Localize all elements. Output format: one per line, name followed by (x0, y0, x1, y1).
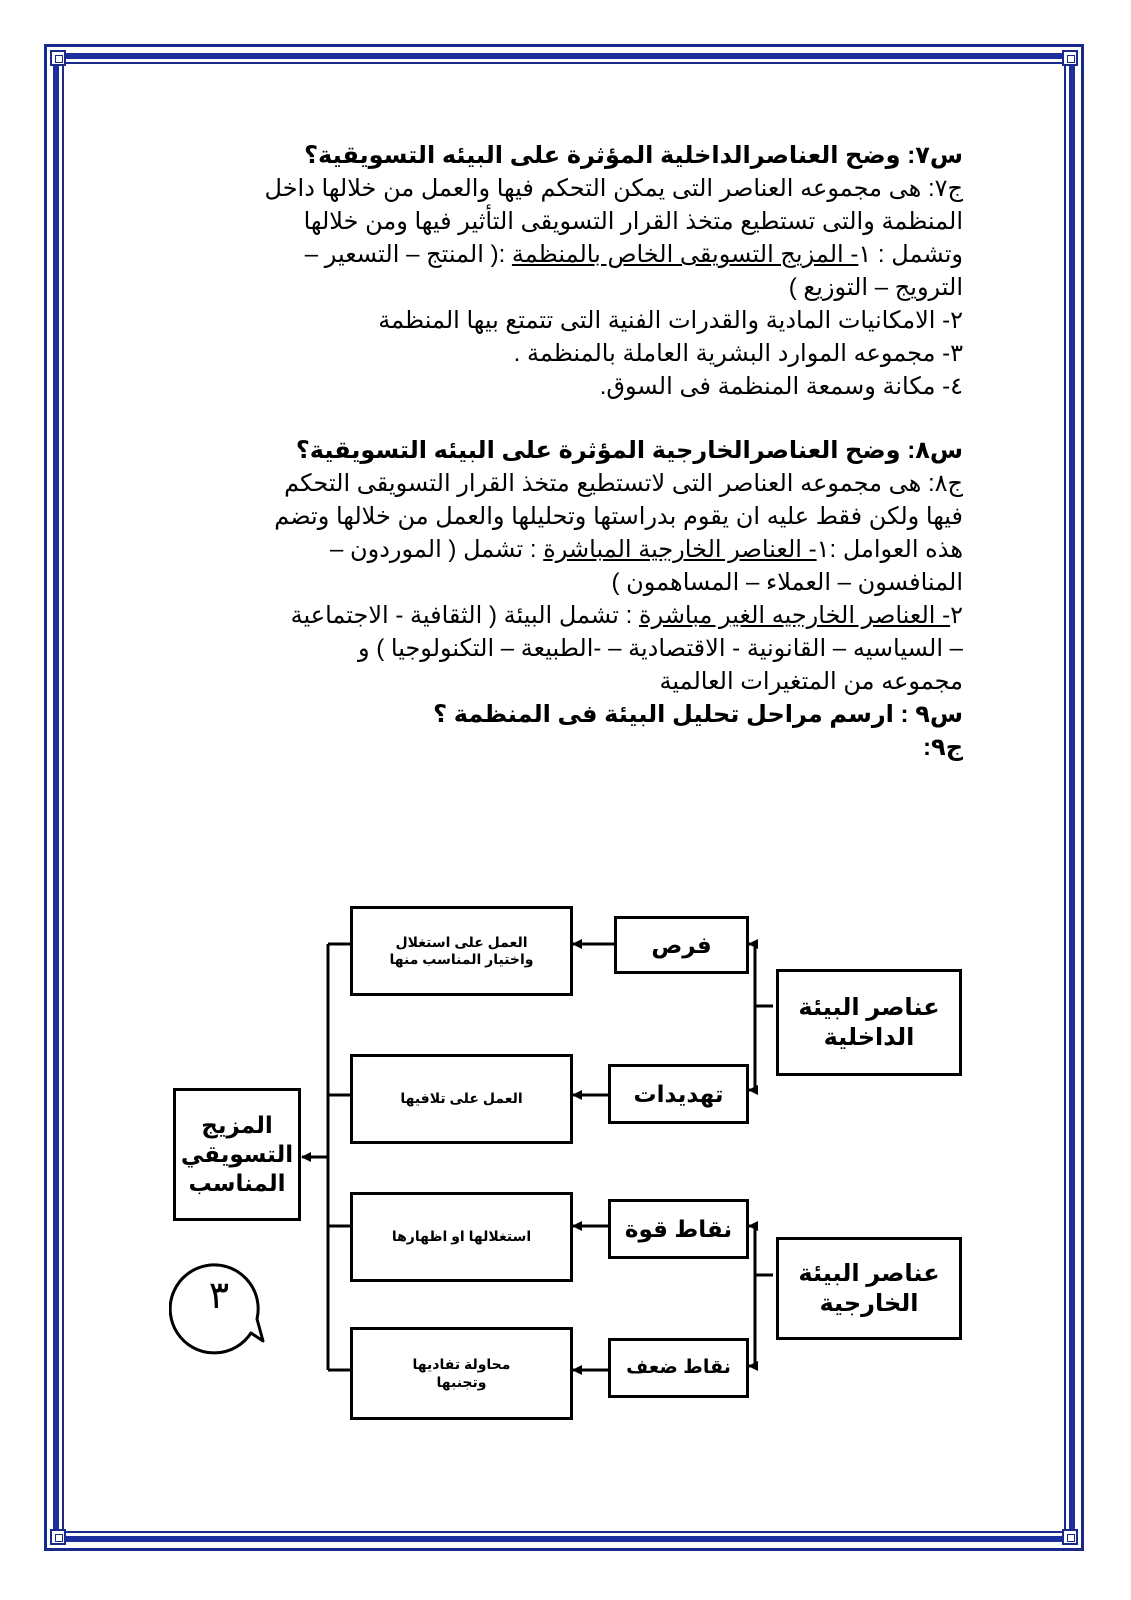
external-environment-box: عناصر البيئة الخارجية (776, 1237, 962, 1340)
answer-8-text: هذه العوامل :١ (816, 536, 963, 563)
indirect-factors-term: - العناصر الخارجيه الغير مباشرة (639, 602, 951, 629)
answer-7-item: ٤- مكانة وسمعة المنظمة فى السوق. (599, 373, 963, 400)
border-corner-ornament (1062, 50, 1078, 66)
strengths-box: نقاط قوة (608, 1199, 749, 1259)
border-corner-ornament (50, 1529, 66, 1545)
answer-7-line: ج٧: هى مجموعه العناصر التى يمكن التحكم فيها والعمل من خلالها داخل (264, 175, 963, 202)
question-8-title: س٨: وضح العناصرالخارجية المؤثرة على البيئه التسويقية؟ (295, 437, 963, 464)
question-9-title: س٩ : ارسم مراحل تحليل البيئة فى المنظمة ؟ (433, 701, 963, 728)
marketing-mix-term: - المزيج التسويقى الخاص بالمنظمة (511, 241, 859, 268)
answer-8-line: ج٨: هى مجموعه العناصر التى لاتستطيع متخذ القرار التسويقى التحكم (284, 470, 963, 497)
border-corner-ornament (50, 50, 66, 66)
answer-8-line: المنافسون – العملاء – المساهمون ) (611, 569, 963, 596)
answer-8-line: – السياسيه – القانونية - الاقتصادية – -الطبيعة – التكنولوجيا ) و (357, 635, 963, 662)
threats-box: تهديدات (608, 1064, 749, 1124)
answer-8-line: فيها ولكن فقط عليه ان يقوم بدراستها وتحليلها والعمل من خلالها وتضم (274, 503, 963, 530)
weaknesses-box: نقاط ضعف (608, 1338, 749, 1398)
answer-8-line (180, 533, 963, 566)
border-corner-ornament (1062, 1529, 1078, 1545)
answer-7-line: المنظمة والتى تستطيع متخذ القرار التسويقى التأثير فيها ومن خلالها (303, 208, 963, 235)
avoid-threats-box: العمل على تلافيها (350, 1054, 573, 1144)
document-text (180, 139, 963, 764)
answer-7-text: :( المنتج – التسعير – (304, 241, 512, 268)
direct-factors-term: - العناصر الخارجية المباشرة (543, 536, 817, 563)
opportunities-box: فرص (614, 916, 749, 974)
marketing-mix-box: المزيج التسويقي المناسب (173, 1088, 301, 1221)
page-number: ٣ (208, 1275, 230, 1317)
answer-8-line: مجموعه من المتغيرات العالمية (659, 668, 963, 695)
avoid-weaknesses-box: محاولة تفاديها وتجنبها (350, 1327, 573, 1420)
exploit-opportunities-box: العمل على استغلال واختيار المناسب منها (350, 906, 573, 996)
answer-8-text: : تشمل البيئة ( الثقافية - الاجتماعية (290, 602, 639, 629)
question-7-title: س٧: وضح العناصرالداخلية المؤثرة على البيئه التسويقية؟ (304, 142, 963, 169)
answer-7-line (180, 238, 963, 271)
use-strengths-box: استغلالها او اظهارها (350, 1192, 573, 1282)
answer-8-line (180, 599, 963, 632)
answer-7-item: ٢- الامكانيات المادية والقدرات الفنية التى تتمتع بيها المنظمة (378, 307, 963, 334)
answer-7-item: ٣- مجموعه الموارد البشرية العاملة بالمنظمة . (513, 340, 963, 367)
answer-8-text: : تشمل ( الموردون – (329, 536, 544, 563)
answer-7-text: وتشمل : ١ (858, 241, 963, 268)
answer-7-line: الترويج – التوزيع ) (788, 274, 963, 301)
internal-environment-box: عناصر البيئة الداخلية (776, 969, 962, 1076)
answer-9-label: ج٩: (923, 734, 963, 761)
answer-8-text: ٢ (950, 602, 963, 629)
